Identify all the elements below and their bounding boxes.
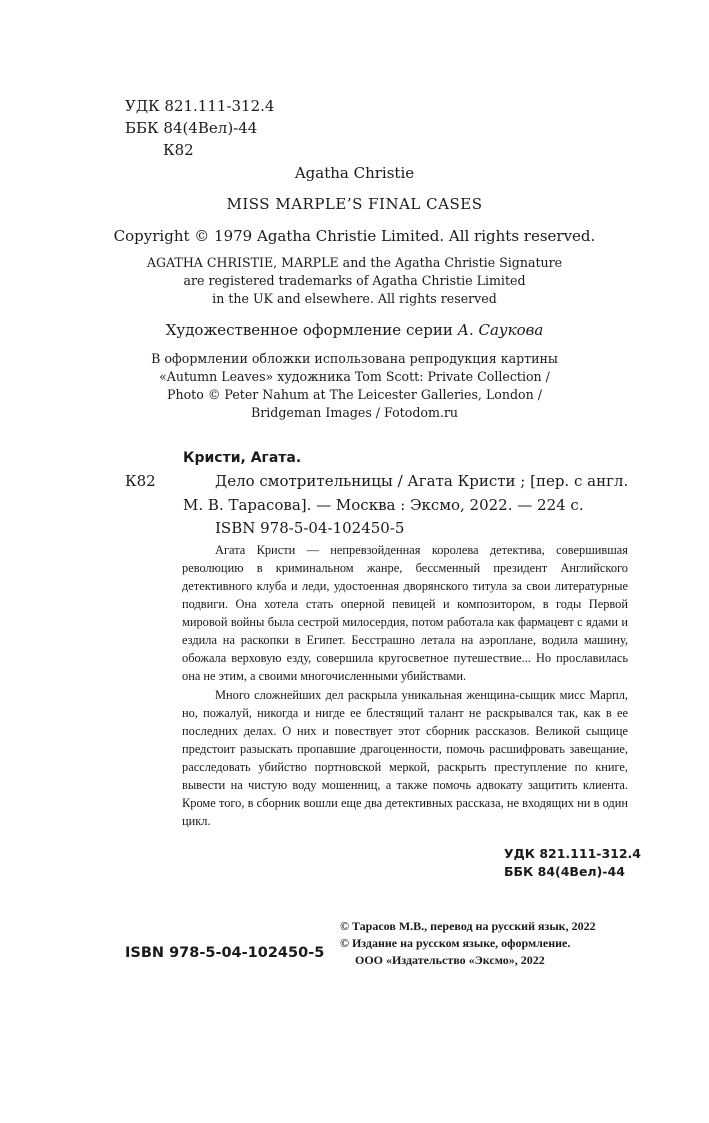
udk-code-bottom: УДК 821.111-312.4 [504, 846, 641, 861]
catalog-line-2: М. В. Тарасова]. — Москва : Эксмо, 2022. — 224 с. [183, 496, 584, 514]
cover-credit-line: «Autumn Leaves» художника Tom Scott: Private Collection / [159, 369, 550, 384]
udk-code: УДК 821.111-312.4 [125, 97, 275, 115]
cover-credit-line: Photo © Peter Nahum at The Leicester Galleries, London / [167, 387, 542, 402]
catalog-heading: Кристи, Агата. [183, 450, 302, 466]
catalog-line-1: Дело смотрительницы / Агата Кристи ; [пер. с англ. [215, 472, 629, 490]
annotation [182, 541, 628, 830]
catalog-isbn: ISBN 978-5-04-102450-5 [215, 519, 405, 537]
bbk-code-bottom: ББК 84(4Вел)-44 [504, 864, 625, 879]
cover-credit-line: В оформлении обложки использована репродукция картины [151, 351, 558, 366]
cover-credit-line: Bridgeman Images / Fotodom.ru [250, 405, 459, 420]
bbk-code: ББК 84(4Вел)-44 [125, 119, 258, 137]
original-author: Agatha Christie [294, 164, 415, 182]
trademark-line: are registered trademarks of Agatha Christie Limited [183, 273, 526, 288]
trademark-line: in the UK and elsewhere. All rights reserved [212, 291, 497, 306]
original-title: MISS MARPLE’S FINAL CASES [226, 195, 483, 213]
design-credit-designer: А. Саукова [457, 321, 544, 339]
design-credit-prefix: Художественное оформление серии [165, 321, 453, 339]
author-mark: К82 [163, 141, 194, 159]
translation-copyright: © Тарасов М.В., перевод на русский язык, 2022 [340, 919, 596, 933]
design-credit [0, 321, 709, 339]
edition-copyright: © Издание на русском языке, оформление. [340, 936, 571, 950]
annotation-paragraph: Много сложнейших дел раскрыла уникальная женщина-сыщик мисс Марпл, но, пожалуй, никогда и нигде ее блестящий талант не раскрывался так, как в ее последних делах. О них и повествует этот сборник рассказов. Великой сыщице предстоит разыскать пропавшие драгоценности, помочь расшифровать завещание, расследовать убийство портновской меркой, раскрыть преступление по книге, вывести на чистую воду мошенниц, а также помочь адвокату защитить клиента. Кроме того, в сборник вошли еще два детективных рассказа, не входящих ни в один цикл. [182, 688, 628, 828]
copyright-line: Copyright © 1979 Agatha Christie Limited. All rights reserved. [113, 227, 596, 245]
catalog-mark: К82 [125, 472, 156, 490]
trademark-line: AGATHA CHRISTIE, MARPLE and the Agatha Christie Signature [146, 255, 563, 270]
publisher-copyright: ООО «Издательство «Эксмо», 2022 [355, 953, 545, 967]
isbn-bottom: ISBN 978-5-04-102450-5 [125, 945, 325, 961]
annotation-paragraph: Агата Кристи — непревзойденная королева детектива, совершившая революцию в криминальном жанре, бессменный президент Английского детективного клуба и леди, удостоенная дворянского титула за свои литературные подвиги. Она хотела стать оперной певицей и композитором, в годы Первой мировой войны была сестрой милосердия, потом работала как фармацевт с ядами и ездила на раскопки в Египет. Бесстрашно летала на аэроплане, водила машину, обожала верховую езду, совершила кругосветное путешествие... Но прославилась она не этим, а своими многочисленными убийствами. [182, 543, 628, 683]
